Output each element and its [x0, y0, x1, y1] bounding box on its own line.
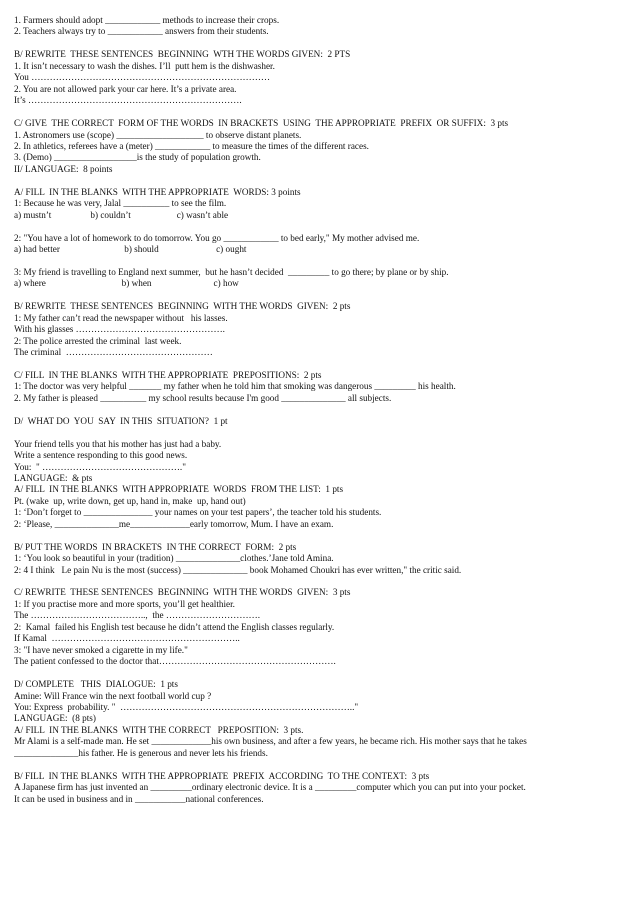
text-line: 3. (Demo) __________________is the study of population growth.	[14, 152, 261, 163]
text-line: 3: "I have never smoked a cigarette in my life."	[14, 644, 188, 655]
text-line: 1: Because he was very, Jalal __________ to see the film.	[14, 198, 227, 209]
text-line: 1: ‘You look so beautiful in your (tradition) ______________clothes.’Jane told Amina.	[14, 553, 334, 564]
text-line: 3: My friend is travelling to England next summer, but he hasn’t decided _________ to go there; by plane or by ship.	[14, 266, 449, 277]
blank-line	[14, 38, 626, 49]
text-line: A Japanese firm has just invented an _________ordinary electronic device. It is a _________computer which you can put into your pocket.	[14, 782, 526, 793]
text-line: 1. Farmers should adopt ____________ methods to increase their crops.	[14, 15, 280, 25]
blank-line	[14, 175, 626, 186]
text-line: A/ FILL IN THE BLANKS WITH THE CORRECT PREPOSITION: 3 pts.	[14, 724, 304, 735]
blank-line	[14, 290, 626, 301]
text-line: ______________his father. He is generous and never lets his friends.	[14, 747, 268, 758]
text-line: If Kamal ……………………………………………………..	[14, 633, 240, 644]
text-line: B/ REWRITE THESE SENTENCES BEGINNING WITH THE WORDS GIVEN: 2 pts	[14, 301, 351, 312]
blank-line	[14, 427, 626, 438]
text-line: Mr Alami is a self-made man. He set _____________his own business, and after a few years, he became rich. His mother says that he takes	[14, 736, 527, 747]
text-line: B/ FILL IN THE BLANKS WITH THE APPROPRIATE PREFIX ACCORDING TO THE CONTEXT: 3 pts	[14, 770, 430, 781]
blank-line	[14, 759, 626, 770]
text-line: 2. In athletics, referees have a (meter) ____________ to measure the times of the different races.	[14, 140, 369, 151]
text-line: You ……………………………………………………………………	[14, 72, 271, 83]
text-line: With his glasses ………………………………………….	[14, 324, 225, 335]
text-line: A/ FILL IN THE BLANKS WITH APPROPRIATE WORDS FROM THE LIST: 1 pts	[14, 484, 344, 495]
text-line: 1: The doctor was very helpful _______ my father when he told him that smoking was dangerous _________ his health.	[14, 381, 456, 392]
text-line: a) where b) when c) how	[14, 278, 239, 289]
text-line: 1. It isn’t necessary to wash the dishes. I’ll putt hem is the dishwasher.	[14, 60, 275, 71]
text-line: II/ LANGUAGE: 8 points	[14, 163, 113, 174]
blank-line	[14, 221, 626, 232]
blank-line	[14, 107, 626, 118]
text-line: Write a sentence responding to this good news.	[14, 450, 188, 461]
text-line: 2. Teachers always try to ____________ answers from their students.	[14, 26, 269, 37]
text-line: a) mustn’t b) couldn’t c) wasn’t able	[14, 209, 229, 220]
text-line: It can be used in business and in ___________national conferences.	[14, 793, 264, 804]
text-line: LANGUAGE: & pts	[14, 472, 93, 483]
text-line: 2: "You have a lot of homework to do tomorrow. You go ____________ to bed early," My mother advised me.	[14, 232, 420, 243]
text-line: You: " ………………………………………."	[14, 461, 186, 472]
text-line: The criminal …………………………………………	[14, 347, 213, 358]
blank-line	[14, 255, 626, 266]
text-line: D/ WHAT DO YOU SAY IN THIS SITUATION? 1 pt	[14, 415, 228, 426]
blank-line	[14, 359, 626, 370]
text-line: A/ FILL IN THE BLANKS WITH THE APPROPRIATE WORDS: 3 points	[14, 186, 301, 197]
text-line: 1: ‘Don’t forget to _______________ your names on your test papers’, the teacher told his students.	[14, 507, 382, 518]
text-line: 2: ‘Please, ______________me_____________early tomorrow, Mum. I have an exam.	[14, 518, 334, 529]
text-line: It’s …………………………………………………………….	[14, 95, 242, 106]
text-line: C/ REWRITE THESE SENTENCES BEGINNING WITH THE WORDS GIVEN: 3 pts	[14, 587, 351, 598]
text-line: 2: 4 I think Le pain Nu is the most (success) ______________ book Mohamed Choukri has ever written," the critic said.	[14, 564, 462, 575]
text-line: 1: My father can’t read the newspaper without his lasses.	[14, 312, 228, 323]
text-line: The ……………………………….., the ………………………….	[14, 610, 261, 621]
text-line: You: Express probability. " ………………………………………………………………….."	[14, 702, 359, 712]
text-line: The patient confessed to the doctor that………………………………………………….	[14, 656, 336, 667]
text-line: Your friend tells you that his mother has just had a baby.	[14, 438, 222, 449]
blank-line	[14, 530, 626, 541]
blank-line	[14, 576, 626, 587]
text-line: LANGUAGE: (8 pts)	[14, 713, 96, 724]
text-line: 2: Kamal failed his English test because he didn’t attend the English classes regularly.	[14, 621, 335, 632]
text-line: C/ GIVE THE CORRECT FORM OF THE WORDS IN BRACKETS USING THE APPROPRIATE PREFIX OR SUFFIX: 3 pts	[14, 118, 509, 129]
blank-line	[14, 404, 626, 415]
text-line: C/ FILL IN THE BLANKS WITH THE APPROPRIATE PREPOSITIONS: 2 pts	[14, 369, 322, 380]
text-line: a) had better b) should c) ought	[14, 244, 247, 254]
worksheet-document	[14, 15, 626, 805]
text-line: 1. Astronomers use (scope) ___________________ to observe distant planets.	[14, 129, 302, 140]
text-line: B/ REWRITE THESE SENTENCES BEGINNING WTH THE WORDS GIVEN: 2 PTS	[14, 49, 351, 60]
text-line: Amine: Will France win the next football world cup ?	[14, 690, 212, 701]
text-line: D/ COMPLETE THIS DIALOGUE: 1 pts	[14, 679, 178, 690]
text-line: B/ PUT THE WORDS IN BRACKETS IN THE CORRECT FORM: 2 pts	[14, 541, 297, 552]
text-line: 2. You are not allowed park your car here. It’s a private area.	[14, 83, 237, 94]
text-line: 1: If you practise more and more sports, you’ll get healthier.	[14, 598, 235, 609]
text-line: 2: The police arrested the criminal last week.	[14, 335, 182, 346]
text-line: 2. My father is pleased __________ my school results because I'm good ______________ all subjects.	[14, 392, 392, 403]
text-line: Pt. (wake up, write down, get up, hand in, make up, hand out)	[14, 495, 246, 506]
blank-line	[14, 668, 626, 679]
